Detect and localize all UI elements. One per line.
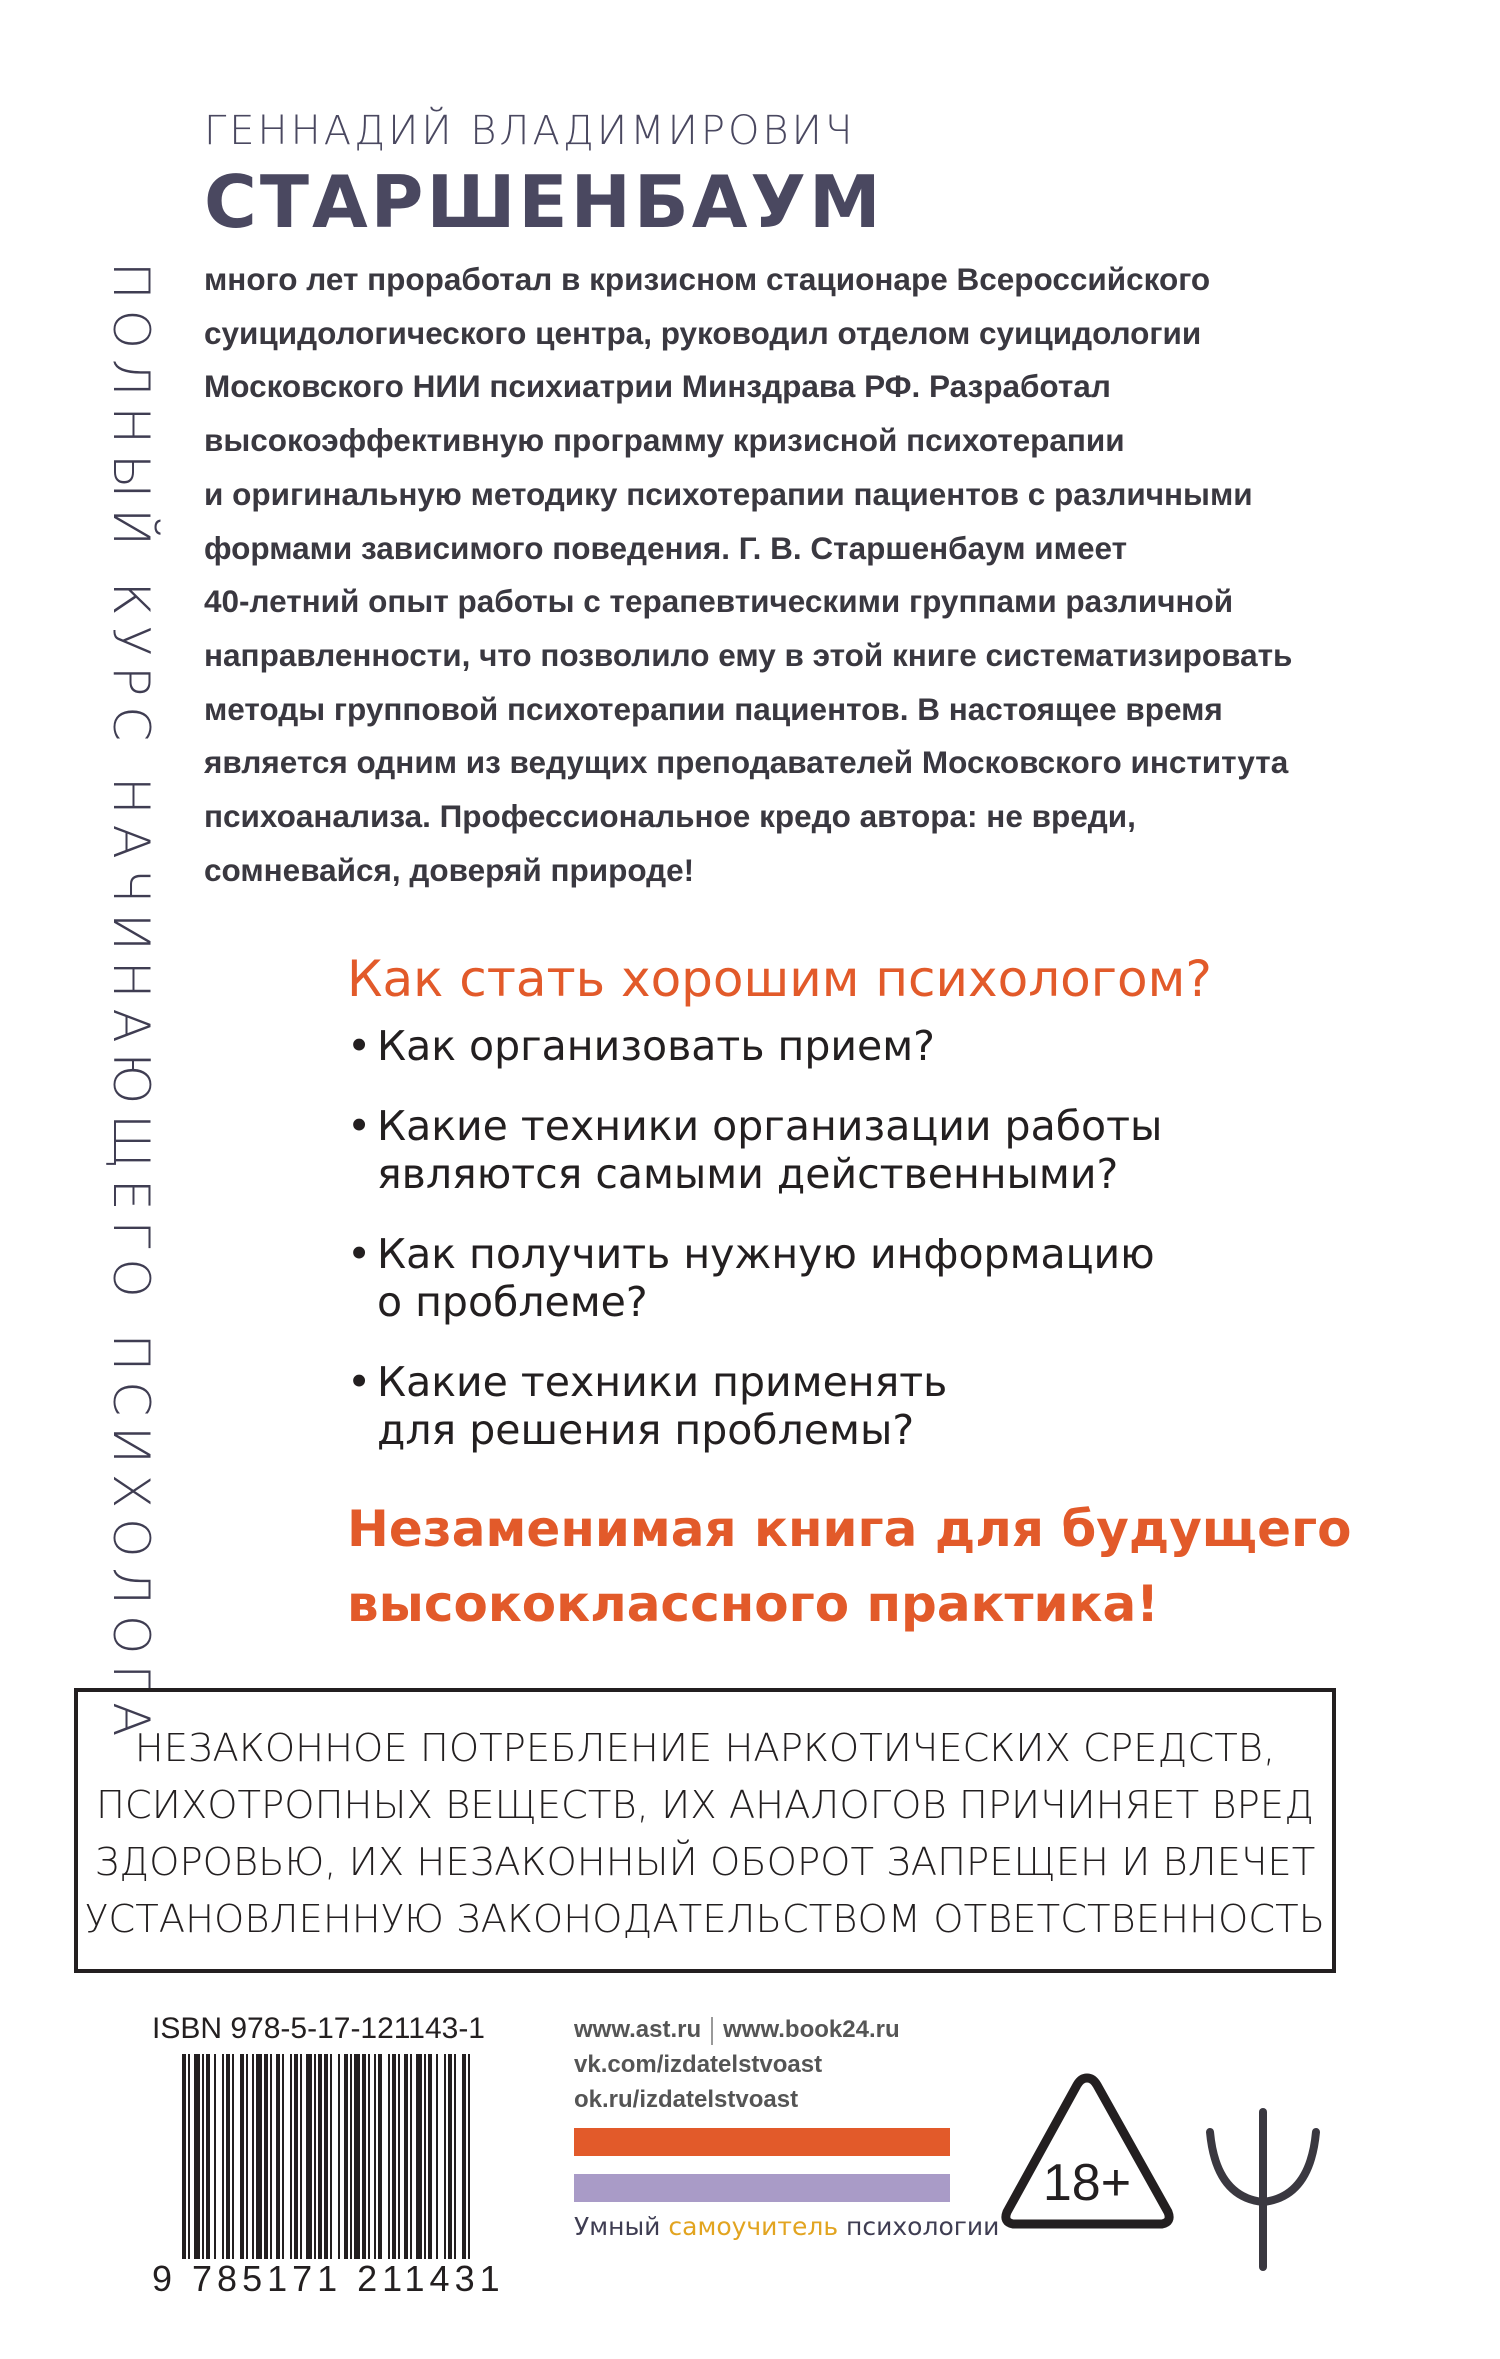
isbn-text: ISBN 978-5-17-121143-1 <box>152 2012 485 2045</box>
bio-line: сомневайся, доверяй природе! <box>204 851 695 888</box>
barcode-bar <box>388 2054 390 2259</box>
barcode-bar <box>330 2054 332 2259</box>
barcode-bar <box>368 2054 370 2259</box>
barcode-bar <box>294 2054 298 2259</box>
bio-line: Московского НИИ психиатрии Минздрава РФ. Разработал <box>204 368 1111 405</box>
barcode-bar <box>462 2054 466 2259</box>
list-item <box>347 1358 1447 1454</box>
bio-line: и оригинальную методику психотерапии пациентов с различными <box>204 475 1253 512</box>
barcode-bar <box>344 2054 348 2259</box>
questions-heading: Как стать хорошим психологом? <box>347 950 1212 1008</box>
barcode-bar <box>306 2054 312 2259</box>
barcode-bar <box>282 2054 284 2259</box>
bio-line: много лет проработал в кризисном стационаре Всероссийского <box>204 261 1211 297</box>
bio-line: высокоэффективную программу кризисной психотерапии <box>204 422 1125 459</box>
barcode-bar <box>318 2054 322 2259</box>
barcode-bar <box>324 2054 328 2259</box>
questions-list <box>347 1022 1447 1486</box>
bio-line: методы групповой психотерапии пациентов. В настоящее время <box>204 690 1223 727</box>
bio-line: суицидологического центра, руководил отделом суицидологии <box>204 314 1202 351</box>
barcode-bar <box>300 2054 302 2259</box>
bio-line: является одним из ведущих преподавателей Московского института <box>204 744 1289 781</box>
barcode-bar <box>232 2054 234 2259</box>
divider <box>711 2017 713 2045</box>
list-item <box>347 1230 1447 1326</box>
psi-logo-icon <box>1198 2102 1328 2272</box>
tagline <box>347 1492 1351 1642</box>
barcode-digits: 9 785171 211431 <box>152 2258 505 2299</box>
barcode-bar <box>256 2054 262 2259</box>
barcode-bar <box>240 2054 244 2259</box>
question-text: о проблеме? <box>377 1278 648 1326</box>
series-word: Умный <box>574 2212 661 2241</box>
barcode-bar <box>428 2054 432 2259</box>
barcode-bar <box>444 2054 446 2259</box>
legal-warning-box <box>74 1688 1336 1973</box>
barcode-bar <box>206 2054 210 2259</box>
barcode-bar <box>182 2054 186 2259</box>
barcode-bar <box>264 2054 268 2259</box>
barcode-bar <box>290 2054 292 2259</box>
link-ast[interactable]: www.ast.ru <box>574 2016 702 2043</box>
question-text: Какие техники организации работы <box>377 1102 1163 1150</box>
barcode-bar <box>398 2054 400 2259</box>
barcode-bar <box>448 2054 452 2259</box>
question-text: Как получить нужную информацию <box>377 1230 1155 1278</box>
tagline-line: Незаменимая книга для будущего <box>347 1500 1352 1558</box>
warning-line: ЗДОРОВЬЮ, ИХ НЕЗАКОННЫЙ ОБОРОТ ЗАПРЕЩЕН И ВЛЕЧЕТ <box>94 1840 1316 1885</box>
barcode-bar <box>416 2054 422 2259</box>
barcode-bar <box>314 2054 316 2259</box>
age-rating-triangle-icon <box>1000 2072 1175 2232</box>
barcode <box>182 2054 472 2259</box>
barcode-bar <box>214 2054 216 2259</box>
barcode-bar <box>338 2054 340 2259</box>
warning-line: УСТАНОВЛЕННУЮ ЗАКОНОДАТЕЛЬСТВОМ ОТВЕТСТВЕННОСТЬ <box>84 1897 1326 1942</box>
bio-line: направленности, что позволило ему в этой книге систематизировать <box>204 636 1293 673</box>
question-text: Как организовать прием? <box>377 1022 935 1070</box>
series-stripe-orange <box>574 2128 950 2156</box>
barcode-bar <box>252 2054 254 2259</box>
question-text: являются самыми действенными? <box>377 1150 1119 1198</box>
bio-line: психоанализа. Профессиональное кредо автора: не вреди, <box>204 798 1136 835</box>
series-vertical-title: ПОЛНЫЙ КУРС НАЧИНАЮЩЕГО ПСИХОЛОГА <box>102 262 160 1747</box>
question-text: Какие техники применять <box>377 1358 948 1406</box>
barcode-bar <box>424 2054 426 2259</box>
author-first-names: ГЕННАДИЙ ВЛАДИМИРОВИЧ <box>204 108 856 154</box>
barcode-bar <box>226 2054 230 2259</box>
bio-line: 40-летний опыт работы с терапевтическими группами различной <box>204 583 1234 620</box>
barcode-bar <box>436 2054 438 2259</box>
bullet-icon: • <box>347 1102 372 1150</box>
series-word: психологии <box>846 2212 1000 2241</box>
barcode-bar <box>454 2054 456 2259</box>
tagline-line: высококлассного практика! <box>347 1575 1159 1633</box>
barcode-bar <box>270 2054 272 2259</box>
publisher-links <box>574 2012 900 2117</box>
link-vk[interactable]: vk.com/izdatelstvoast <box>574 2051 823 2078</box>
bullet-icon: • <box>347 1358 372 1406</box>
barcode-bar <box>246 2054 248 2259</box>
warning-line: НЕЗАКОННОЕ ПОТРЕБЛЕНИЕ НАРКОТИЧЕСКИХ СРЕДСТВ, <box>134 1726 1276 1771</box>
barcode-bar <box>354 2054 360 2259</box>
barcode-bar <box>194 2054 200 2259</box>
barcode-bar <box>410 2054 412 2259</box>
age-rating-label: 18+ <box>1042 2154 1132 2212</box>
list-item <box>347 1102 1447 1198</box>
barcode-bar <box>222 2054 224 2259</box>
barcode-bar <box>392 2054 396 2259</box>
bullet-icon: • <box>347 1022 372 1070</box>
barcode-bar <box>276 2054 280 2259</box>
link-book24[interactable]: www.book24.ru <box>723 2016 900 2043</box>
barcode-bar <box>350 2054 352 2259</box>
barcode-bar <box>468 2054 470 2259</box>
series-name <box>574 2212 999 2241</box>
author-bio <box>204 253 1404 897</box>
series-word: самоучитель <box>668 2212 839 2241</box>
barcode-bar <box>374 2054 376 2259</box>
author-last-name: СТАРШЕНБАУМ <box>204 160 884 244</box>
warning-line: ПСИХОТРОПНЫХ ВЕЩЕСТВ, ИХ АНАЛОГОВ ПРИЧИНЯЕТ ВРЕД <box>95 1783 1315 1828</box>
bullet-icon: • <box>347 1230 372 1278</box>
barcode-bar <box>202 2054 204 2259</box>
bio-line: формами зависимого поведения. Г. В. Старшенбаум имеет <box>204 529 1128 566</box>
barcode-bar <box>404 2054 408 2259</box>
barcode-bar <box>362 2054 366 2259</box>
question-text: для решения проблемы? <box>377 1406 915 1454</box>
list-item <box>347 1022 1447 1070</box>
series-stripe-purple <box>574 2174 950 2202</box>
link-ok[interactable]: ok.ru/izdatelstvoast <box>574 2086 799 2113</box>
barcode-bar <box>188 2054 190 2259</box>
barcode-bar <box>378 2054 382 2259</box>
